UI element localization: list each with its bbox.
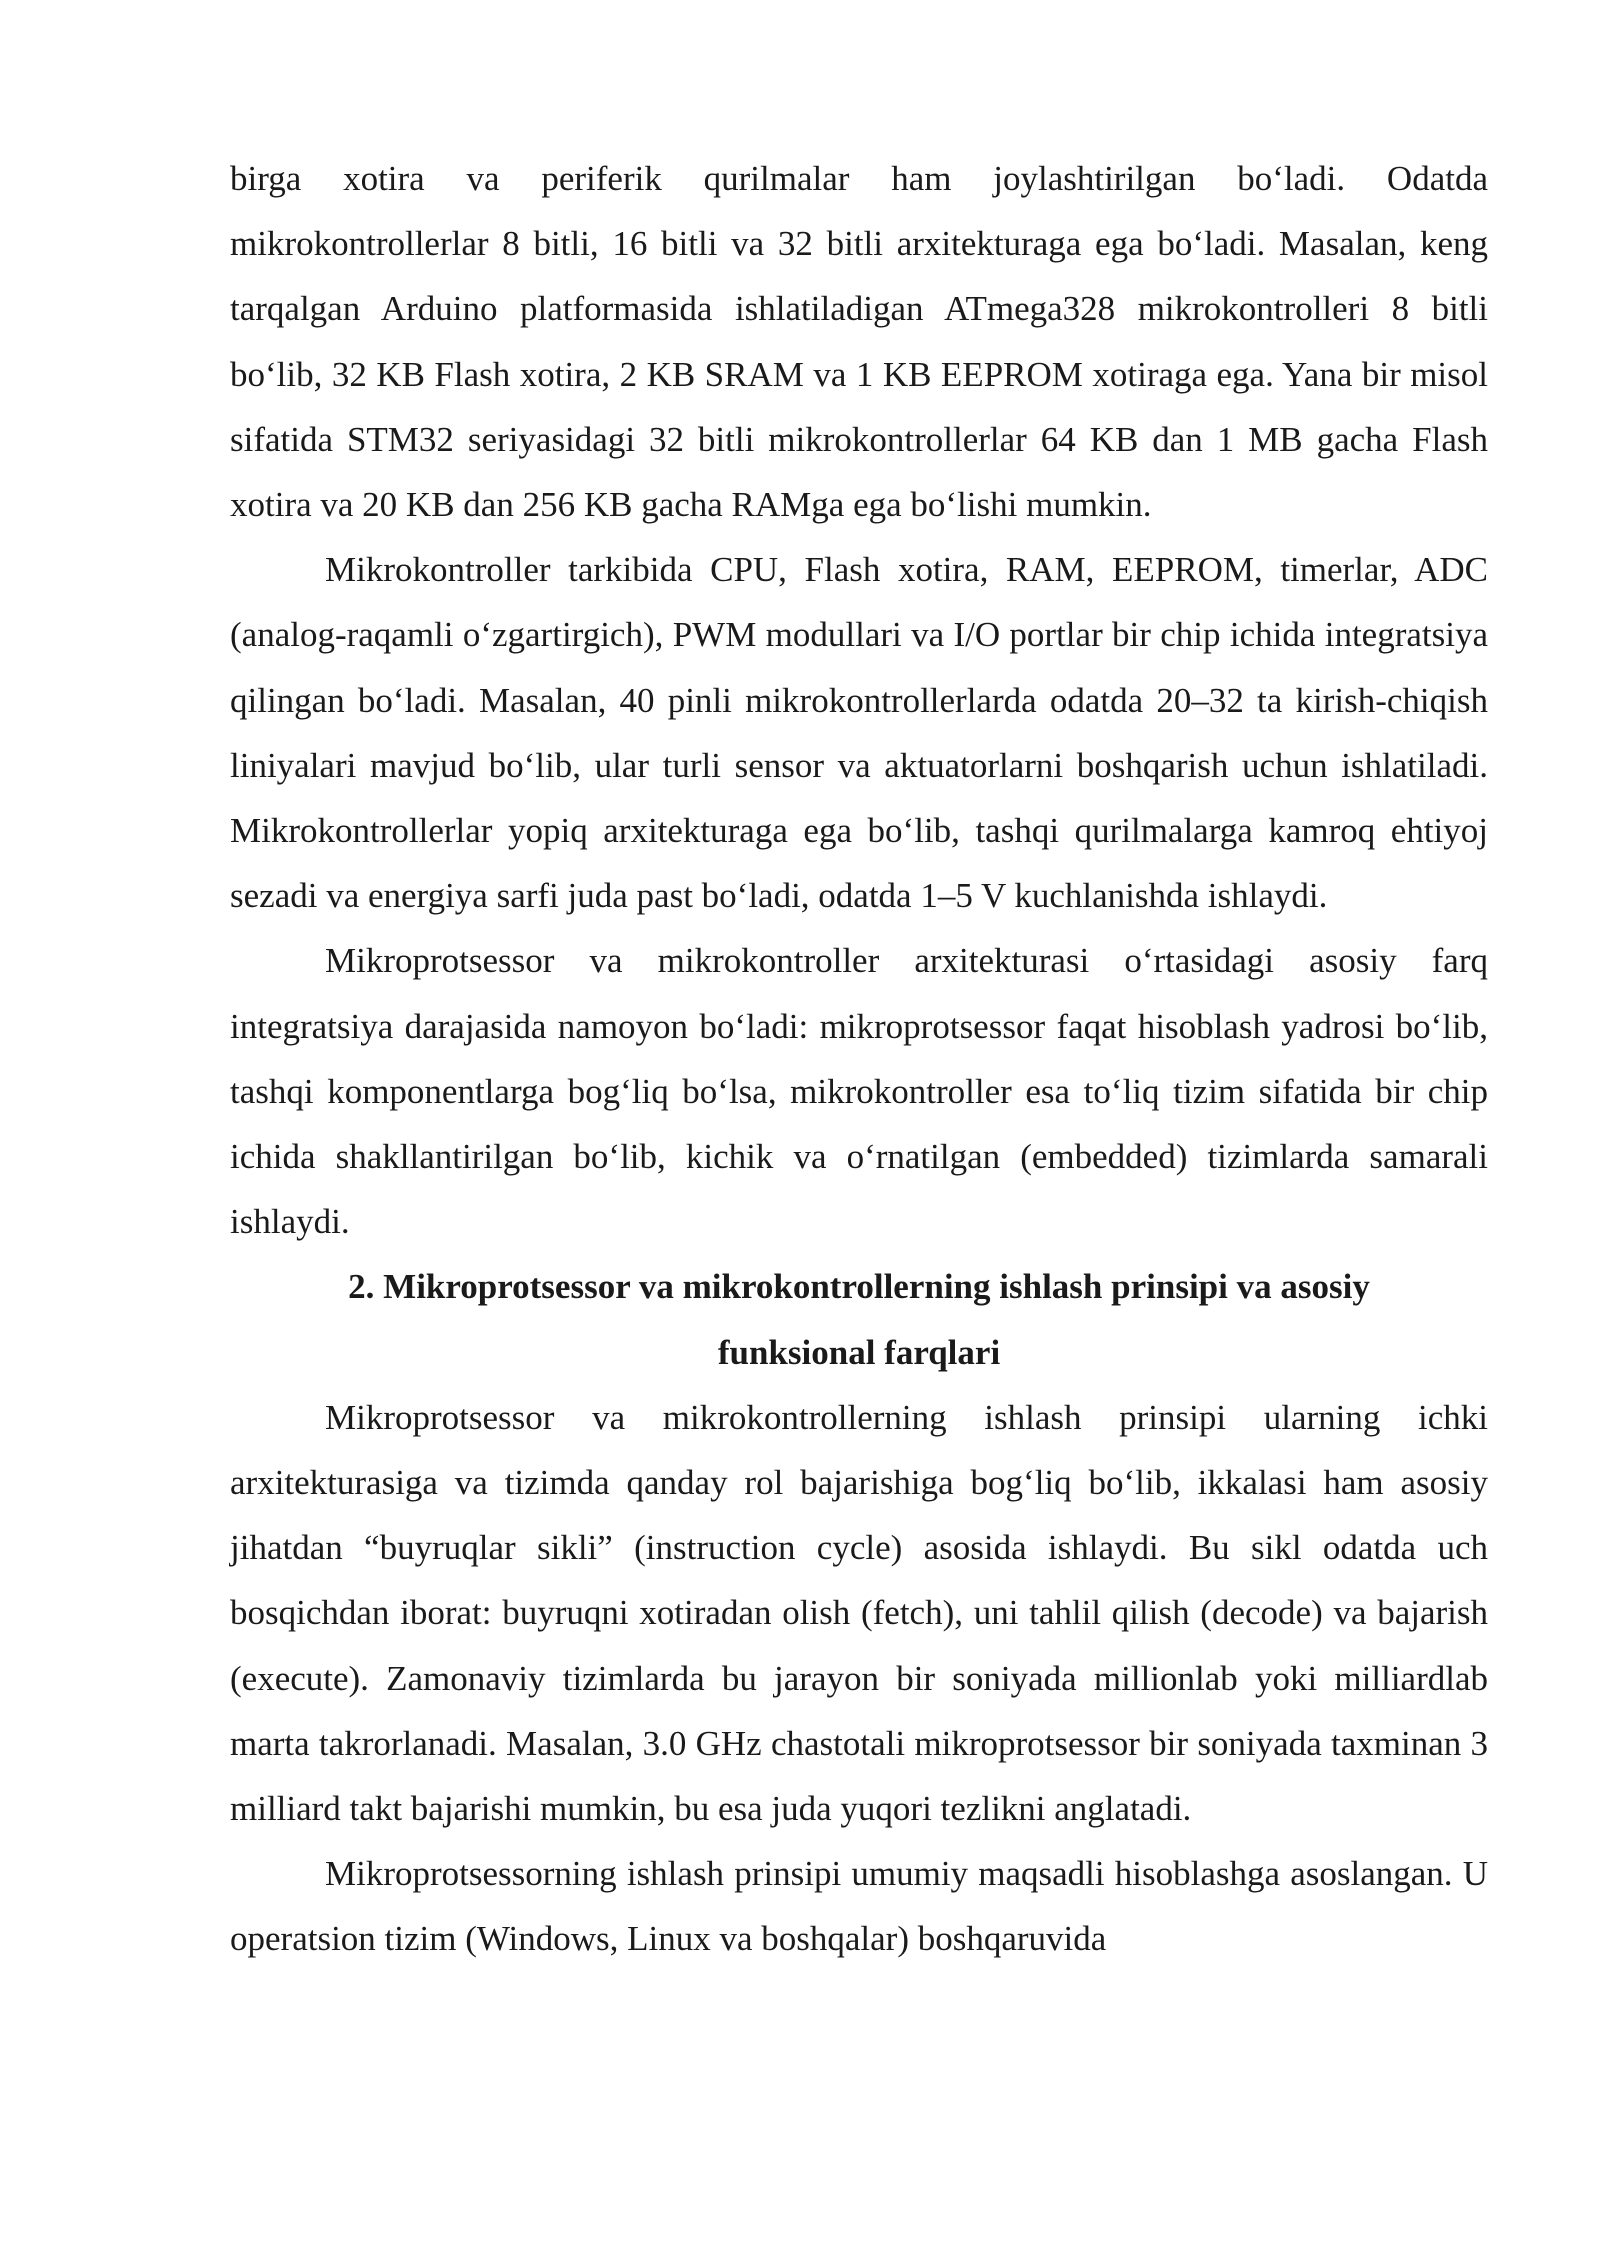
section-heading-line-1: 2. Mikroprotsessor va mikrokontrollerning ishlash prinsipi va asosiy bbox=[348, 1267, 1370, 1307]
paragraph-microprocessor-principle: Mikroprotsessorning ishlash prinsipi umumiy maqsadli hisoblashga asoslangan. U operatsion tizim (Windows, Linux va boshqalar) boshqaruvida bbox=[230, 1854, 1488, 1959]
paragraph-instruction-cycle: Mikroprotsessor va mikrokontrollerning ishlash prinsipi ularning ichki arxitekturasiga va tizimda qanday rol bajarishiga bog‘liq bo‘lib, ikkalasi ham asosiy jihatdan “buyruqlar sikli” (instruction cycle) asosida ishlaydi. Bu sikl odatda uch bosqichdan iborat: buyruqni xotiradan olish (fetch), uni tahlil qilish (decode) va bajarish (execute). Zamonaviy tizimlarda bu jarayon bir soniyada millionlab yoki milliardlab marta takrorlanadi. Masalan, 3.0 GHz chastotali mikroprotsessor bir soniyada taxminan 3 milliard takt bajarishi mumkin, bu esa juda yuqori tezlikni anglatadi. bbox=[230, 1397, 1488, 1829]
paragraph-microcontroller-components: Mikrokontroller tarkibida CPU, Flash xotira, RAM, EEPROM, timerlar, ADC (analog-raqamli o‘zgartirgich), PWM modullari va I/O portlar bir chip ichida integratsiya qilingan bo‘ladi. Masalan, 40 pinli mikrokontrollerlarda odatda 20–32 ta kirish-chiqish liniyalari mavjud bo‘lib, ular turli sensor va aktuatorlarni boshqarish uchun ishlatiladi. Mikrokontrollerlar yopiq arxitekturaga ega bo‘lib, tashqi qurilmalarga kamroq ehtiyoj sezadi va energiya sarfi juda past bo‘ladi, odatda 1–5 V kuchlanishda ishlaydi. bbox=[230, 550, 1488, 916]
section-heading bbox=[230, 1254, 1488, 1384]
paragraph-continued: birga xotira va periferik qurilmalar ham joylashtirilgan bo‘ladi. Odatda mikrokontrollerlar 8 bitli, 16 bitli va 32 bitli arxitekturaga ega bo‘ladi. Masalan, keng tarqalgan Arduino platformasida ishlatiladigan ATmega328 mikrokontrolleri 8 bitli bo‘lib, 32 KB Flash xotira, 2 KB SRAM va 1 KB EEPROM xotiraga ega. Yana bir misol sifatida STM32 seriyasidagi 32 bitli mikrokontrollerlar 64 KB dan 1 MB gacha Flash xotira va 20 KB dan 256 KB gacha RAMga ega bo‘lishi mumkin. bbox=[230, 159, 1488, 525]
document-page bbox=[230, 146, 1488, 1972]
section-heading-line-2: funksional farqlari bbox=[717, 1332, 1001, 1372]
paragraph-architecture-difference: Mikroprotsessor va mikrokontroller arxitekturasi o‘rtasidagi asosiy farq integratsiya darajasida namoyon bo‘ladi: mikroprotsessor faqat hisoblash yadrosi bo‘lib, tashqi komponentlarga bog‘liq bo‘lsa, mikrokontroller esa to‘liq tizim sifatida bir chip ichida shakllantirilgan bo‘lib, kichik va o‘rnatilgan (embedded) tizimlarda samarali ishlaydi. bbox=[230, 941, 1488, 1242]
